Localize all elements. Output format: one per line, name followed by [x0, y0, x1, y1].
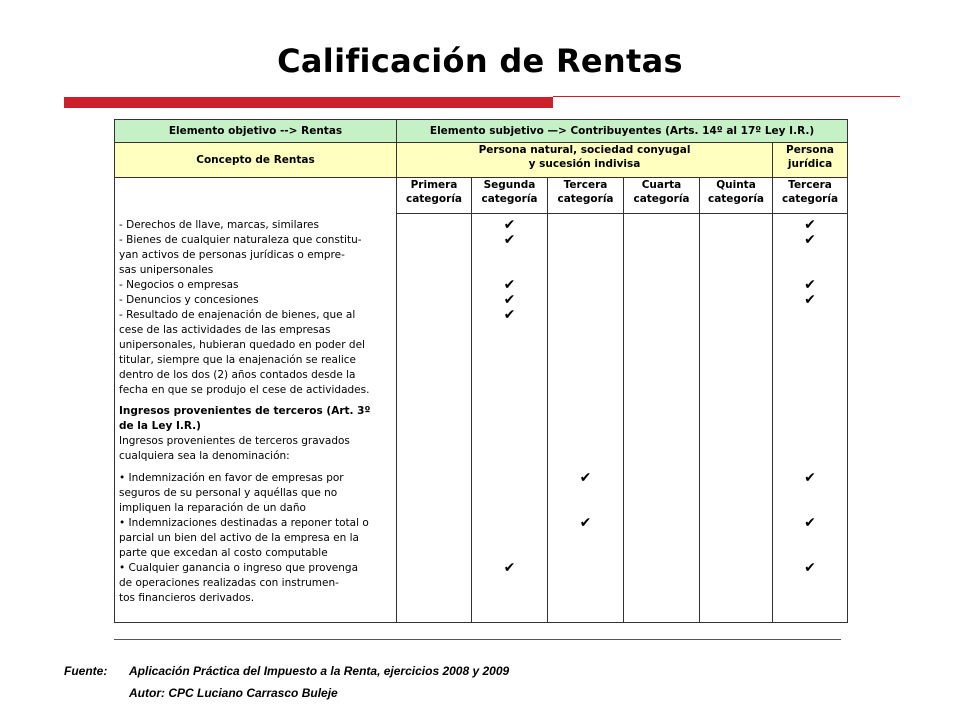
- column-header-label: categoría: [557, 193, 614, 205]
- marks-cuarta: [624, 214, 700, 623]
- column-header-tercera-juridica: [773, 178, 848, 214]
- check-mark-icon: ✔: [804, 232, 816, 248]
- column-header-label: categoría: [781, 193, 839, 205]
- page-title: Calificación de Rentas: [277, 42, 683, 80]
- column-header-label: Cuarta: [641, 179, 682, 191]
- concept-line: parte que excedan al costo computable: [119, 547, 328, 559]
- concept-line: - Bienes de cualquier naturaleza que constitu-: [119, 234, 362, 246]
- concept-line: Ingresos provenientes de terceros gravados: [119, 435, 350, 447]
- concept-line: • Cualquier ganancia o ingreso que provenga: [119, 562, 359, 574]
- rentas-table: [114, 119, 848, 623]
- concept-line: - Denuncios y concesiones: [119, 294, 259, 306]
- concept-line: sas unipersonales: [119, 264, 214, 276]
- concept-line: • Indemnizaciones destinadas a reponer total o: [119, 517, 369, 529]
- column-header-primera: [397, 178, 472, 214]
- concept-line: - Derechos de llave, marcas, similares: [119, 219, 319, 231]
- check-mark-icon: ✔: [804, 292, 816, 308]
- concept-line: yan activos de personas jurídicas o empre-: [119, 249, 345, 261]
- concept-line: impliquen la reparación de un daño: [119, 502, 306, 514]
- marks-primera: [397, 214, 472, 623]
- header-persona-juridica-line1: Persona: [786, 144, 835, 156]
- column-header-label: Tercera: [563, 179, 608, 191]
- column-header-segunda: [472, 178, 548, 214]
- concept-line: cualquiera sea la denominación:: [119, 450, 290, 462]
- concept-line: de operaciones realizadas con instrumen-: [119, 577, 339, 589]
- concept-line: • Indemnización en favor de empresas por: [119, 472, 344, 484]
- concept-cell: [115, 178, 397, 623]
- header-persona-natural: [397, 143, 773, 178]
- check-mark-icon: ✔: [503, 217, 516, 233]
- check-mark-icon: ✔: [579, 470, 592, 486]
- check-mark-icon: ✔: [503, 307, 516, 323]
- check-mark-icon: ✔: [804, 470, 816, 486]
- check-mark-icon: ✔: [579, 515, 592, 531]
- marks-quinta: [700, 214, 773, 623]
- check-mark-icon: ✔: [503, 277, 516, 293]
- check-mark-icon: ✔: [804, 217, 816, 233]
- concept-line: - Resultado de enajenación de bienes, que al: [119, 309, 356, 321]
- concept-line: unipersonales, hubieran quedado en poder del: [119, 339, 365, 351]
- concept-line: de la Ley I.R.): [119, 420, 201, 432]
- header-persona-natural-line2: y sucesión indivisa: [528, 158, 641, 170]
- check-mark-icon: ✔: [804, 277, 816, 293]
- concept-line: tos financieros derivados.: [119, 592, 255, 604]
- footer-source-label: Fuente:: [64, 664, 108, 678]
- column-header-quinta: [700, 178, 773, 214]
- column-header-label: categoría: [633, 193, 690, 205]
- header-persona-natural-line1: Persona natural, sociedad conyugal: [478, 144, 691, 156]
- column-header-label: categoría: [405, 193, 463, 205]
- header-objective: Elemento objetivo --> Rentas: [115, 120, 397, 143]
- header-concept: Concepto de Rentas: [115, 143, 397, 178]
- check-mark-icon: ✔: [503, 292, 516, 308]
- footer-divider: [114, 639, 841, 640]
- check-mark-icon: ✔: [503, 232, 516, 248]
- column-header-label: categoría: [481, 193, 538, 205]
- footer-source-text: Aplicación Práctica del Impuesto a la Renta, ejercicios 2008 y 2009: [129, 664, 510, 678]
- check-mark-icon: ✔: [804, 515, 816, 531]
- column-header-label: Primera: [410, 179, 458, 191]
- check-mark-icon: ✔: [503, 560, 516, 576]
- marks-tercera: [548, 214, 624, 623]
- footer-author: Autor: CPC Luciano Carrasco Buleje: [129, 686, 338, 700]
- title-underline-thin: [553, 96, 900, 97]
- concept-line: titular, siempre que la enajenación se realice: [119, 354, 357, 366]
- marks-segunda: [472, 214, 548, 623]
- check-mark-icon: ✔: [804, 560, 816, 576]
- concept-line: dentro de los dos (2) años contados desde la: [119, 369, 356, 381]
- column-header-cuarta: [624, 178, 700, 214]
- header-persona-juridica-line2: jurídica: [787, 158, 833, 170]
- header-persona-juridica: [773, 143, 848, 178]
- column-header-label: Tercera: [788, 179, 832, 191]
- marks-tercera-juridica: [773, 214, 848, 623]
- concept-line: parcial un bien del activo de la empresa en la: [119, 532, 359, 544]
- concept-line: Ingresos provenientes de terceros (Art. 3º: [119, 405, 371, 417]
- title-underline-bar: [64, 97, 553, 108]
- column-header-label: categoría: [707, 193, 765, 205]
- concept-list: [115, 214, 396, 622]
- column-header-tercera: [548, 178, 624, 214]
- concept-line: fecha en que se produjo el cese de actividades.: [119, 384, 370, 396]
- column-header-label: Segunda: [483, 179, 536, 191]
- column-header-label: Quinta: [716, 179, 756, 191]
- concept-line: seguros de su personal y aquéllas que no: [119, 487, 338, 499]
- concept-line: - Negocios o empresas: [119, 279, 239, 291]
- header-subjective: Elemento subjetivo —> Contribuyentes (Arts. 14º al 17º Ley I.R.): [397, 120, 848, 143]
- concept-line: cese de las actividades de las empresas: [119, 324, 331, 336]
